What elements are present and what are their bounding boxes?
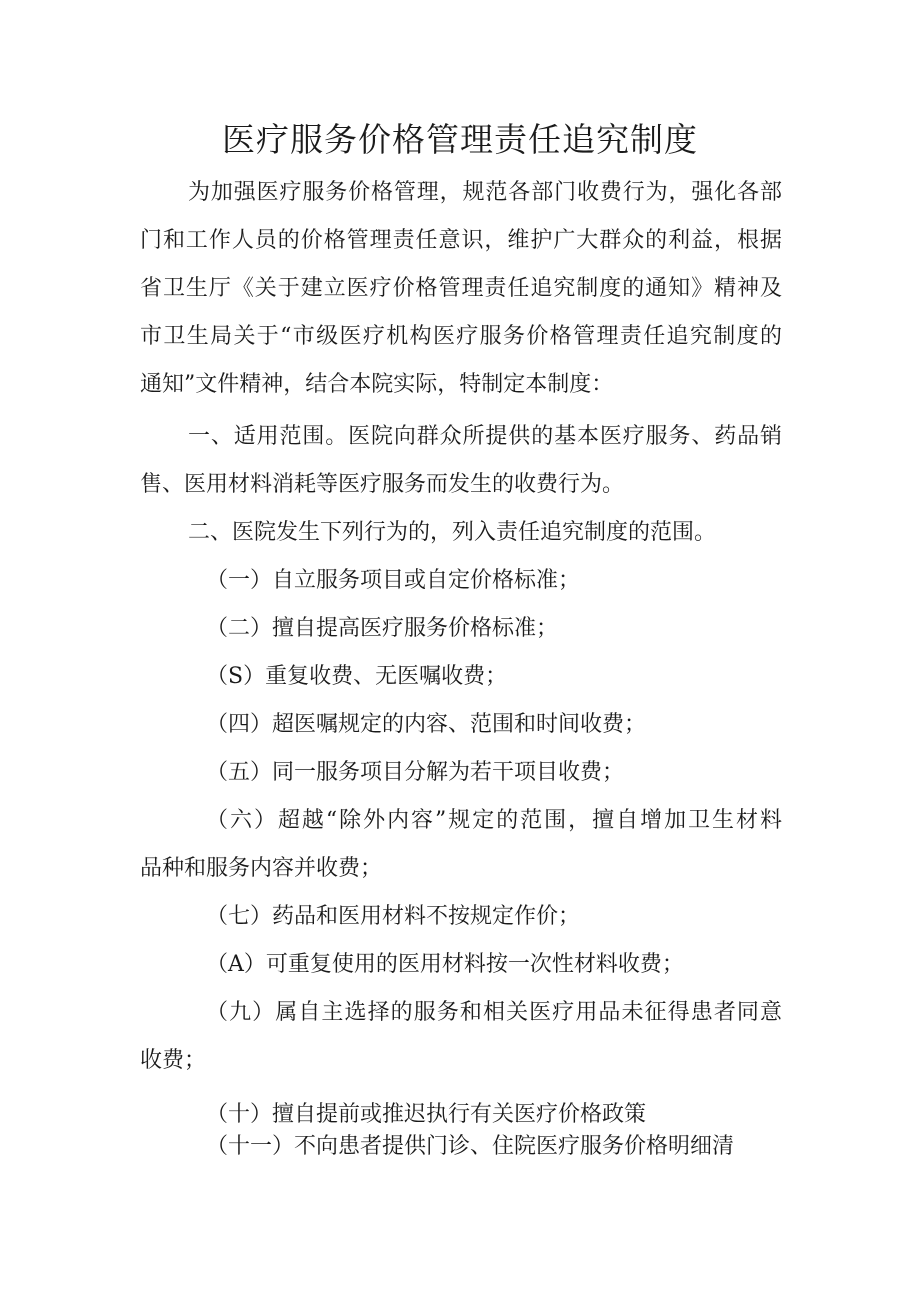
section-heading: 一、适用范围。医院向群众所提供的基本医疗服务、药品销 — [188, 424, 782, 449]
page-title: 医疗服务价格管理责任追究制度 — [222, 120, 698, 159]
paragraph-line: 为加强医疗服务价格管理，规范各部门收费行为，强化各部 — [188, 180, 782, 205]
list-item: （二）擅自提高医疗服务价格标准； — [206, 616, 559, 641]
list-item: （S）重复收费、无医嘱收费； — [206, 664, 508, 689]
paragraph-line: 省卫生厅《关于建立医疗价格管理责任追究制度的通知》精神及 — [140, 276, 782, 301]
list-item: （九）属自主选择的服务和相关医疗用品未征得患者同意 — [206, 1000, 782, 1025]
list-item-continuation: 收费； — [140, 1048, 207, 1073]
list-item-continuation: 品种和服务内容并收费； — [140, 856, 383, 881]
paragraph-line: 门和工作人员的价格管理责任意识，维护广大群众的利益，根据 — [140, 228, 782, 253]
list-item: （五）同一服务项目分解为若干项目收费； — [206, 760, 625, 785]
list-item: （十）擅自提前或推迟执行有关医疗价格政策 — [206, 1102, 647, 1127]
section-heading: 二、医院发生下列行为的，列入责任追究制度的范围。 — [188, 520, 717, 545]
list-item: （六）超越“除外内容”规定的范围，擅自增加卫生材料 — [206, 808, 782, 833]
paragraph-line: 通知”文件精神，结合本院实际，特制定本制度： — [140, 372, 614, 397]
paragraph-line: 售、医用材料消耗等医疗服务而发生的收费行为。 — [140, 472, 625, 497]
list-item: （一）自立服务项目或自定价格标准； — [206, 568, 581, 593]
list-item: （A）可重复使用的医用材料按一次性材料收费； — [206, 952, 684, 977]
list-item: （十一）不向患者提供门诊、住院医疗服务价格明细清 — [206, 1134, 735, 1159]
list-item: （七）药品和医用材料不按规定作价； — [206, 904, 581, 929]
paragraph-line: 市卫生局关于“市级医疗机构医疗服务价格管理责任追究制度的 — [140, 324, 782, 349]
list-item: （四）超医嘱规定的内容、范围和时间收费； — [206, 712, 647, 737]
